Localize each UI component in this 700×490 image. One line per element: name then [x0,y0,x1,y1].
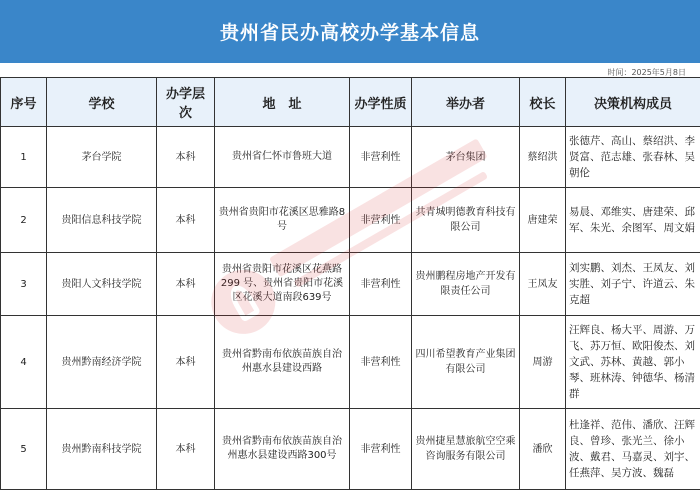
header-level: 办学层次 [157,78,215,127]
cell-nature: 非营利性 [350,409,412,490]
table-row [1,188,700,253]
cell-school: 贵州黔南经济学院 [47,316,157,409]
table-row [1,409,700,490]
cell-school: 贵阳人文科技学院 [47,253,157,316]
header-nature: 办学性质 [350,78,412,127]
cell-level: 本科 [157,253,215,316]
cell-president: 蔡绍洪 [520,127,566,188]
cell-sponsor: 四川希望教育产业集团有限公司 [412,316,520,409]
cell-sponsor: 贵州鹏程房地产开发有限责任公司 [412,253,520,316]
table-row [1,316,700,409]
cell-sponsor: 共青城明德教育科技有限公司 [412,188,520,253]
cell-president: 潘欣 [520,409,566,490]
table-row [1,253,700,316]
publish-date: 时间：2025年5月8日 [607,67,686,78]
cell-level: 本科 [157,127,215,188]
cell-members: 汪辉良、杨大平、周游、万飞、苏万恒、欧阳俊杰、刘文武、苏林、黄越、郭小琴、班林涛、钟德华、杨清群 [566,316,700,409]
cell-president: 唐建荣 [520,188,566,253]
cell-nature: 非营利性 [350,253,412,316]
cell-sponsor: 茅台集团 [412,127,520,188]
cell-index: 2 [1,188,47,253]
header-index: 序号 [1,78,47,127]
table-row [1,127,700,188]
page-title: 贵州省民办高校办学基本信息 [220,18,480,45]
cell-address: 贵州省仁怀市鲁班大道 [215,127,350,188]
table-header-row [1,78,700,127]
cell-school: 贵州黔南科技学院 [47,409,157,490]
header-sponsor: 举办者 [412,78,520,127]
cell-address: 贵州省黔南布依族苗族自治州惠水县建设西路 [215,316,350,409]
cell-school: 贵阳信息科技学院 [47,188,157,253]
cell-index: 4 [1,316,47,409]
cell-level: 本科 [157,188,215,253]
cell-school: 茅台学院 [47,127,157,188]
cell-members: 易晨、邓维实、唐建荣、邱军、朱光、余图军、周文娟 [566,188,700,253]
cell-address: 贵州省黔南布依族苗族自治州惠水县建设西路300号 [215,409,350,490]
cell-index: 5 [1,409,47,490]
cell-index: 1 [1,127,47,188]
cell-members: 杜逢祥、范伟、潘欣、汪辉良、曾珍、张光兰、徐小波、戴君、马嘉灵、刘宇、任燕萍、吴方波、魏磊 [566,409,700,490]
cell-members: 张德芹、高山、蔡绍洪、李贤富、范志雄、张春林、吴朝伦 [566,127,700,188]
cell-address: 贵州省贵阳市花溪区花燕路 299 号、贵州省贵阳市花溪区花溪大道南段639号 [215,253,350,316]
cell-nature: 非营利性 [350,127,412,188]
cell-address: 贵州省贵阳市花溪区思雅路8号 [215,188,350,253]
header-address: 地 址 [215,78,350,127]
school-info-table [0,77,700,490]
cell-level: 本科 [157,316,215,409]
cell-president: 王凤友 [520,253,566,316]
cell-sponsor: 贵州捷星慧旅航空空乘咨询服务有限公司 [412,409,520,490]
cell-nature: 非营利性 [350,316,412,409]
cell-members: 刘实鹏、刘杰、王凤友、刘实胜、刘子宁、许道云、朱克超 [566,253,700,316]
title-banner [0,0,700,63]
cell-level: 本科 [157,409,215,490]
header-school: 学校 [47,78,157,127]
cell-nature: 非营利性 [350,188,412,253]
header-members: 决策机构成员 [566,78,700,127]
cell-index: 3 [1,253,47,316]
header-president: 校长 [520,78,566,127]
cell-president: 周游 [520,316,566,409]
